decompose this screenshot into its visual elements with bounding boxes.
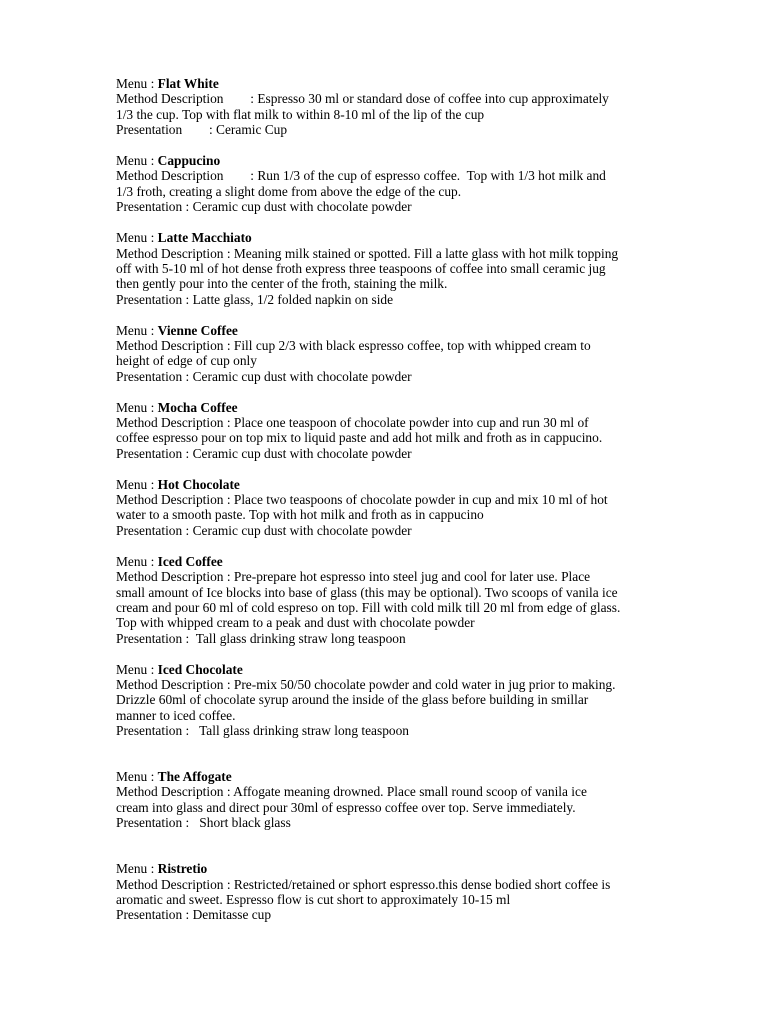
menu-item-title: Latte Macchiato <box>157 230 252 246</box>
menu-label: Menu : <box>116 399 158 415</box>
presentation-line: Presentation : Tall glass drinking straw long teaspoon <box>116 630 406 646</box>
menu-item-title: Iced Coffee <box>157 553 223 569</box>
menu-entry-heading <box>116 230 656 245</box>
method-description-line: manner to iced coffee. <box>116 707 236 723</box>
menu-item-title: Hot Chocolate <box>157 476 240 492</box>
menu-item-title: Flat White <box>157 76 219 91</box>
method-description-line: Top with whipped cream to a peak and dust with chocolate powder <box>116 615 475 631</box>
method-description-line: Method Description : Place two teaspoons of chocolate powder in cup and mix 10 ml of hot <box>116 492 608 508</box>
menu-item-title: Ristretio <box>157 861 208 877</box>
menu-label: Menu : <box>116 322 158 338</box>
menu-entry-heading <box>116 662 656 677</box>
method-description-line: Method Description : Meaning milk stained or spotted. Fill a latte glass with hot milk topping <box>116 245 619 261</box>
method-description-line: small amount of Ice blocks into base of glass (this may be optional). Two scoops of vanila ice <box>116 584 618 600</box>
method-description-line: Method Description : Fill cup 2/3 with black espresso coffee, top with whipped cream to <box>116 337 591 353</box>
menu-label: Menu : <box>116 153 158 169</box>
presentation-line: Presentation : Latte glass, 1/2 folded napkin on side <box>116 291 394 307</box>
menu-item-title: Vienne Coffee <box>157 322 238 338</box>
menu-label: Menu : <box>116 861 158 877</box>
menu-label: Menu : <box>116 661 158 677</box>
menu-entry-hot-chocolate <box>116 477 656 539</box>
menu-entry-heading <box>116 769 656 784</box>
method-description-line: off with 5-10 ml of hot dense froth express three teaspoons of coffee into small ceramic jug <box>116 260 606 276</box>
method-description-line: height of edge of cup only <box>116 353 257 369</box>
method-description-line: Method Description : Pre-prepare hot espresso into steel jug and cool for later use. Place <box>116 569 591 585</box>
menu-entry-heading <box>116 400 656 415</box>
menu-entry-heading <box>116 861 656 876</box>
method-description-line: Method Description : Espresso 30 ml or standard dose of coffee into cup approximately <box>116 91 609 107</box>
menu-label: Menu : <box>116 769 158 785</box>
menu-entry-latte-macchiato <box>116 230 656 307</box>
method-description-line: Method Description : Affogate meaning drowned. Place small round scoop of vanila ice <box>116 784 587 800</box>
presentation-line: Presentation : Ceramic cup dust with chocolate powder <box>116 199 412 215</box>
presentation-line: Presentation : Short black glass <box>116 815 291 831</box>
method-description-line: then gently pour into the center of the froth, staining the milk. <box>116 276 448 292</box>
menu-entry-heading <box>116 323 656 338</box>
menu-label: Menu : <box>116 476 158 492</box>
method-description-line: Method Description : Pre-mix 50/50 chocolate powder and cold water in jug prior to making. <box>116 677 616 692</box>
menu-entry-the-affogate <box>116 769 656 831</box>
menu-entry-heading <box>116 76 656 91</box>
method-description-line: Method Description : Restricted/retained or sphort espresso.this dense bodied short coffee is <box>116 876 611 892</box>
menu-entry-ristretio <box>116 861 656 923</box>
menu-entry-heading <box>116 554 656 569</box>
menu-entry-mocha-coffee <box>116 400 656 462</box>
presentation-line: Presentation : Ceramic cup dust with chocolate powder <box>116 368 412 384</box>
menu-item-title: Cappucino <box>157 153 221 169</box>
menu-label: Menu : <box>116 76 158 91</box>
method-description-line: Drizzle 60ml of chocolate syrup around the inside of the glass before building in smillar <box>116 692 589 708</box>
menu-document <box>116 76 656 923</box>
presentation-line: Presentation : Ceramic Cup <box>116 122 288 138</box>
method-description-line: aromatic and sweet. Espresso flow is cut short to approximately 10-15 ml <box>116 891 511 907</box>
presentation-line: Presentation : Ceramic cup dust with chocolate powder <box>116 445 412 461</box>
menu-entry-cappucino <box>116 153 656 215</box>
menu-label: Menu : <box>116 553 158 569</box>
menu-entry-vienne-coffee <box>116 323 656 385</box>
menu-entry-iced-chocolate <box>116 662 656 739</box>
method-description-line: 1/3 froth, creating a slight dome from above the edge of the cup. <box>116 183 462 199</box>
method-description-line: water to a smooth paste. Top with hot milk and froth as in cappucino <box>116 507 484 523</box>
method-description-line: cream and pour 60 ml of cold espreso on top. Fill with cold milk till 20 ml from edge of glass. <box>116 599 621 615</box>
menu-item-title: The Affogate <box>157 769 232 785</box>
method-description-line: Method Description : Place one teaspoon of chocolate powder into cup and run 30 ml of <box>116 415 589 431</box>
presentation-line: Presentation : Demitasse cup <box>116 907 272 923</box>
presentation-line: Presentation : Ceramic cup dust with chocolate powder <box>116 522 412 538</box>
method-description-line: coffee espresso pour on top mix to liquid paste and add hot milk and froth as in cappucino. <box>116 430 603 446</box>
menu-item-title: Iced Chocolate <box>157 661 243 677</box>
method-description-line: 1/3 the cup. Top with flat milk to within 8-10 ml of the lip of the cup <box>116 106 485 122</box>
menu-item-title: Mocha Coffee <box>157 399 238 415</box>
presentation-line: Presentation : Tall glass drinking straw long teaspoon <box>116 723 409 739</box>
menu-entry-heading <box>116 477 656 492</box>
method-description-line: cream into glass and direct pour 30ml of espresso coffee over top. Serve immediately. <box>116 799 576 815</box>
menu-entry-iced-coffee <box>116 554 656 646</box>
menu-label: Menu : <box>116 230 158 246</box>
menu-entry-flat-white <box>116 76 656 138</box>
menu-entry-heading <box>116 153 656 168</box>
method-description-line: Method Description : Run 1/3 of the cup of espresso coffee. Top with 1/3 hot milk and <box>116 168 606 184</box>
